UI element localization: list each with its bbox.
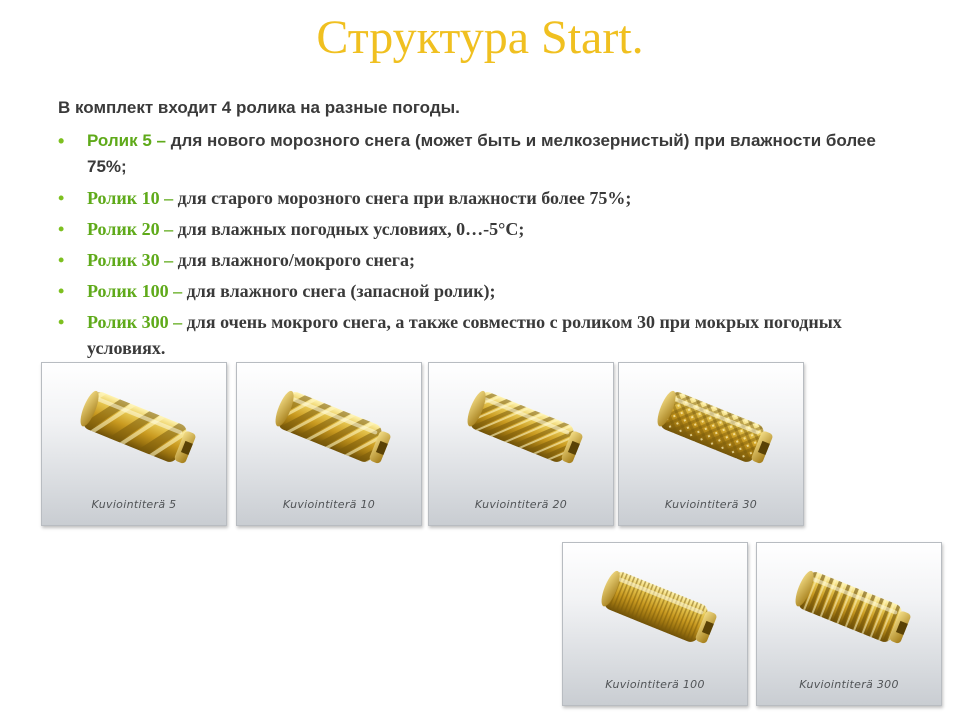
roller-description: для влажного/мокрого снега; bbox=[173, 250, 415, 270]
intro-text: В комплект входит 4 ролика на разные погоды. bbox=[58, 98, 460, 117]
roller-description: для нового морозного снега (может быть и мелкозернистый) при влажности более 75%; bbox=[87, 131, 876, 176]
list-item bbox=[58, 185, 908, 211]
roller-name: Ролик 100 – bbox=[87, 281, 183, 301]
roller-name: Ролик 10 – bbox=[87, 188, 174, 208]
roller-20-image bbox=[449, 377, 595, 475]
list-item bbox=[58, 247, 908, 273]
bullet-dot-icon: • bbox=[58, 188, 65, 208]
list-item bbox=[58, 216, 908, 242]
roller-name: Ролик 5 – bbox=[87, 131, 166, 150]
roller-30-image bbox=[639, 377, 785, 475]
roller-card-300 bbox=[756, 542, 942, 706]
roller-description: для старого морозного снега при влажности более 75%; bbox=[173, 188, 632, 208]
roller-name: Ролик 30 – bbox=[87, 250, 174, 270]
roller-description: для влажных погодных условиях, 0…-5°С; bbox=[173, 219, 525, 239]
roller-5-image bbox=[62, 377, 208, 475]
bullet-dot-icon: • bbox=[58, 219, 65, 239]
roller-name: Ролик 300 – bbox=[87, 312, 183, 332]
roller-100-image bbox=[583, 557, 729, 655]
roller-caption: Kuviointiterä 30 bbox=[664, 498, 758, 511]
list-item bbox=[58, 128, 908, 180]
bullet-dot-icon: • bbox=[58, 312, 65, 332]
list-item bbox=[58, 309, 908, 361]
roller-description: для влажного снега (запасной ролик); bbox=[182, 281, 496, 301]
slide-title: Структура Start. bbox=[316, 11, 644, 64]
roller-caption: Kuviointiterä 300 bbox=[799, 678, 899, 691]
bullet-dot-icon: • bbox=[58, 131, 65, 151]
roller-card-10 bbox=[236, 362, 422, 526]
roller-caption: Kuviointiterä 5 bbox=[91, 498, 177, 511]
roller-name: Ролик 20 – bbox=[87, 219, 174, 239]
roller-caption: Kuviointiterä 20 bbox=[474, 498, 568, 511]
list-item bbox=[58, 278, 908, 304]
roller-card-20 bbox=[428, 362, 614, 526]
roller-300-image bbox=[777, 557, 923, 655]
roller-card-30 bbox=[618, 362, 804, 526]
roller-caption: Kuviointiterä 100 bbox=[605, 678, 705, 691]
roller-card-100 bbox=[562, 542, 748, 706]
roller-description: для очень мокрого снега, а также совместно с роликом 30 при мокрых погодных условиях. bbox=[87, 312, 842, 358]
roller-caption: Kuviointiterä 10 bbox=[282, 498, 376, 511]
roller-card-5 bbox=[41, 362, 227, 526]
bullet-dot-icon: • bbox=[58, 281, 65, 301]
roller-list bbox=[58, 128, 908, 366]
roller-10-image bbox=[257, 377, 403, 475]
bullet-dot-icon: • bbox=[58, 250, 65, 270]
